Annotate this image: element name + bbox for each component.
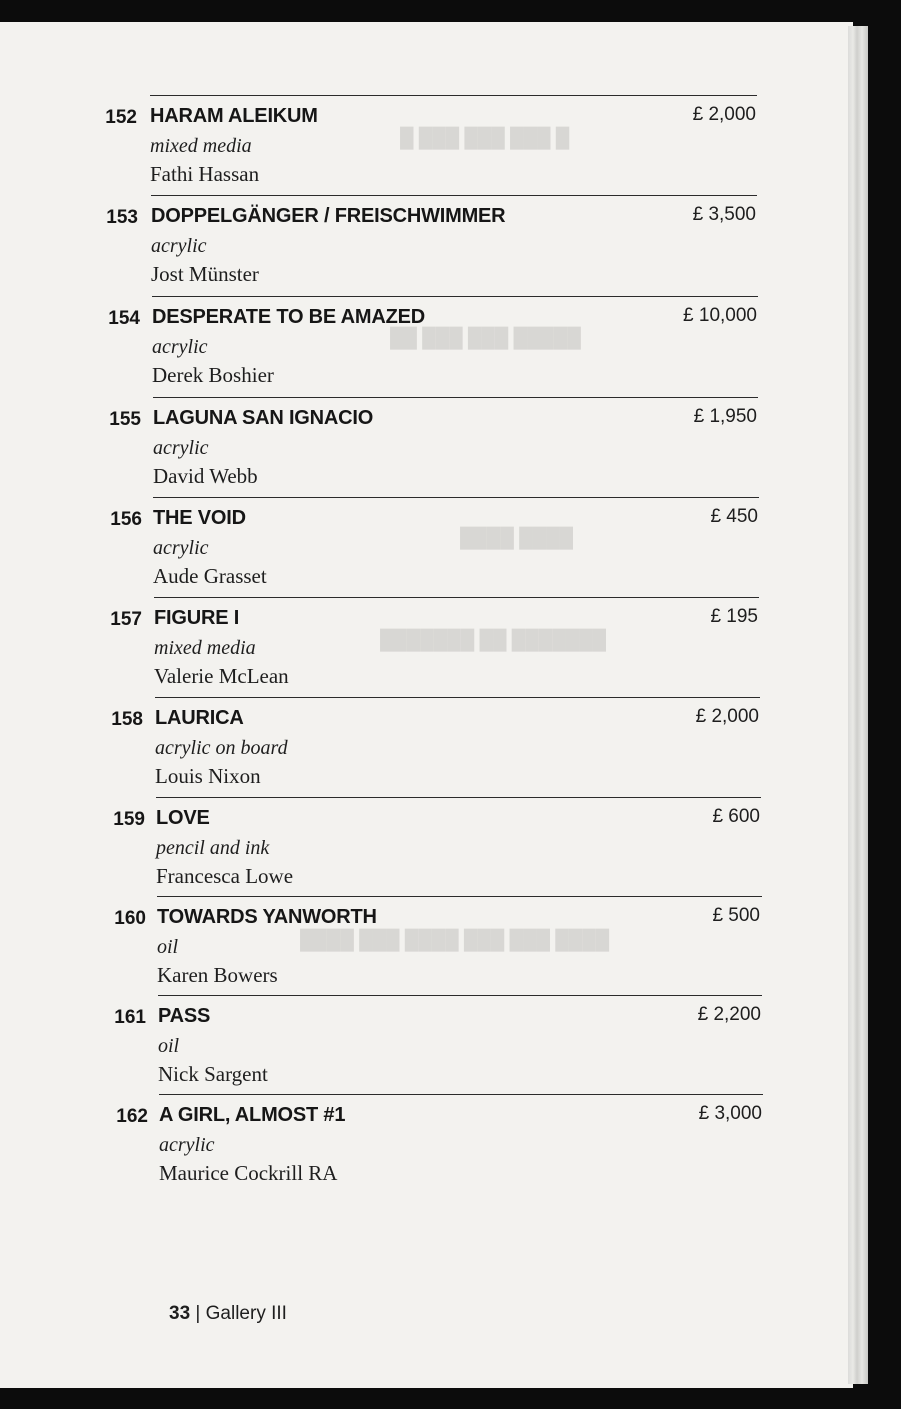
divider <box>153 397 758 398</box>
entry-medium: acrylic <box>152 336 208 358</box>
entry-artist: Jost Münster <box>151 262 259 286</box>
show-through: ███████ ██ ███████ <box>380 630 606 651</box>
divider <box>154 597 759 598</box>
divider <box>152 296 758 297</box>
entry-medium: acrylic <box>159 1134 215 1156</box>
divider <box>150 95 757 96</box>
entry-price: £ 450 <box>710 506 758 527</box>
entry-artist: Valerie McLean <box>154 664 289 688</box>
show-through: ████ ████ <box>460 528 573 549</box>
entry-number: 162 <box>116 1106 148 1127</box>
entry-title: LAURICA <box>155 707 244 729</box>
entry-number: 161 <box>114 1007 146 1028</box>
divider <box>159 1094 763 1095</box>
entry-title: DESPERATE TO BE AMAZED <box>152 306 426 328</box>
entry-artist: Aude Grasset <box>153 564 267 588</box>
entry-artist: Louis Nixon <box>155 764 261 788</box>
entry-number: 155 <box>109 409 141 430</box>
catalogue-entry <box>0 797 853 897</box>
entry-number: 160 <box>114 908 146 929</box>
page-footer <box>169 1303 287 1325</box>
entry-price: £ 2,200 <box>697 1004 761 1025</box>
entry-medium: acrylic <box>151 235 207 257</box>
catalogue-entry <box>0 296 853 396</box>
divider <box>155 697 760 698</box>
catalogue-entry <box>0 995 853 1095</box>
entry-title: LAGUNA SAN IGNACIO <box>153 407 374 429</box>
show-through: █████ ███ ███ ██ <box>390 328 581 349</box>
entry-price: £ 2,000 <box>692 104 756 125</box>
entry-title: HARAM ALEIKUM <box>150 105 318 127</box>
entry-medium: acrylic <box>153 437 209 459</box>
entry-number: 156 <box>110 509 142 530</box>
entry-price: £ 3,000 <box>698 1103 762 1124</box>
entry-medium: mixed media <box>150 135 252 157</box>
entry-title: TOWARDS YANWORTH <box>157 906 377 928</box>
entry-title: THE VOID <box>153 507 246 529</box>
entry-artist: David Webb <box>153 464 258 488</box>
entry-price: £ 2,000 <box>695 706 759 727</box>
entry-artist: Karen Bowers <box>157 963 278 987</box>
footer-separator: | <box>195 1303 201 1324</box>
entry-title: PASS <box>158 1005 211 1027</box>
show-through: ████ ███ ███ ████ ███ ████ <box>300 930 610 951</box>
entry-price: £ 10,000 <box>683 305 757 326</box>
entry-medium: acrylic <box>153 537 209 559</box>
catalogue-entry <box>0 195 853 295</box>
entry-number: 153 <box>106 207 138 228</box>
entry-price: £ 195 <box>710 606 758 627</box>
catalogue-entry <box>0 597 853 697</box>
entry-number: 154 <box>108 308 140 329</box>
entry-artist: Nick Sargent <box>158 1062 268 1086</box>
entry-medium: oil <box>158 1035 180 1057</box>
page-number: 33 <box>169 1303 191 1324</box>
entry-number: 152 <box>105 107 137 128</box>
entry-price: £ 500 <box>712 905 760 926</box>
catalogue-entry <box>0 1094 853 1194</box>
entry-number: 158 <box>111 709 143 730</box>
entry-artist: Derek Boshier <box>152 363 274 387</box>
catalogue-entry <box>0 497 853 597</box>
entry-artist: Maurice Cockrill RA <box>159 1161 338 1185</box>
entry-price: £ 3,500 <box>692 204 756 225</box>
entry-medium: pencil and ink <box>156 837 270 859</box>
entry-medium: acrylic on board <box>155 737 288 759</box>
entry-medium: oil <box>157 936 179 958</box>
entry-artist: Francesca Lowe <box>156 864 294 888</box>
entry-artist: Fathi Hassan <box>150 162 260 186</box>
entry-number: 159 <box>113 809 145 830</box>
divider <box>157 896 762 897</box>
section-name: Gallery III <box>205 1303 287 1324</box>
entry-price: £ 600 <box>712 806 760 827</box>
entry-title: A GIRL, ALMOST #1 <box>159 1104 346 1126</box>
catalogue-entry <box>0 697 853 797</box>
catalogue-entry <box>0 896 853 996</box>
entry-number: 157 <box>110 609 142 630</box>
catalogue-entry <box>0 95 853 195</box>
divider <box>153 497 759 498</box>
divider <box>158 995 762 996</box>
entry-medium: mixed media <box>154 637 256 659</box>
divider <box>151 195 757 196</box>
show-through: █ ███ ███ ███ █ <box>400 128 570 149</box>
entry-title: FIGURE I <box>154 607 240 629</box>
entry-title: DOPPELGÄNGER / FREISCHWIMMER <box>151 205 506 227</box>
entry-price: £ 1,950 <box>693 406 757 427</box>
entry-title: LOVE <box>156 807 210 829</box>
divider <box>156 797 761 798</box>
catalogue-entry <box>0 397 853 497</box>
